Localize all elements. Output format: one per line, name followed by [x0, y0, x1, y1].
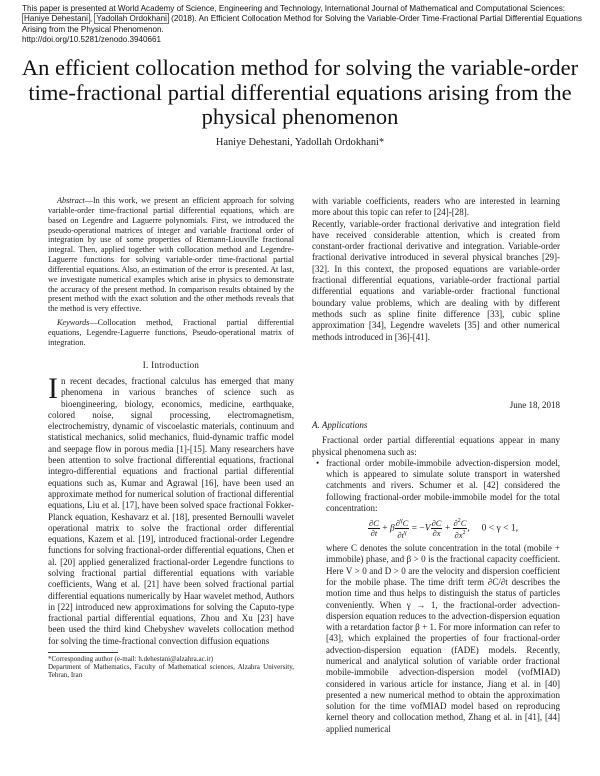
keywords-text: —Collocation method, Fractional partial differential equations, Legendre-Laguerre functions, Pseudo-operational matrix of integration. — [48, 318, 294, 347]
drop-cap: I — [48, 371, 58, 405]
keywords-label: Keywords — [57, 318, 90, 328]
applications-list — [312, 458, 560, 735]
citation-text: This paper is presented at World Academy of Science, Engineering and Technology, International Journal of Mathematical and Computational Sciences: — [22, 4, 566, 13]
paper-title: An efficient collocation method for solving the variable-order time-fractional partial differential equations arising from the physical phenomenon — [21, 55, 579, 129]
citation-author-link-1[interactable]: Haniye Dehestani — [24, 14, 88, 24]
right-paragraph-1: with variable coefficients, readers who are interested in learning more about this topic can refer to [24]-[28]. — [312, 196, 560, 218]
footnote-divider — [48, 652, 118, 653]
keywords — [48, 318, 294, 348]
abstract — [48, 196, 294, 314]
paper-date: June 18, 2018 — [509, 400, 560, 410]
abstract-text: —In this work, we present an efficient approach for solving variable-order time-fractional partial differential equations, which are based on Legendre and Laguerre polynomials. First, we introduced the pseudo-operational matrices of integer and variable fractional order of integration by use of some properties of Riemann-Liouville fractional integral. Then, applied together with collocation method and Legendre-Laguerre functions for solving variable-order time-fractional partial differential equations. Also, an estimation of the error is presented. At last, we investigate numerical examples which arise in physics to demonstrate the accuracy of the present method. In comparison results obtained by the present method with the exact solution and the other methods reveals that the method is very effective. — [48, 196, 294, 314]
subsection-heading-applications: A. Applications — [312, 420, 368, 430]
section-heading-introduction: I. Introduction — [142, 359, 200, 370]
right-column — [312, 196, 560, 343]
right-paragraph-2: Recently, variable-order fractional derivative and integration field have received considerable attention, which is created from constant-order fractional derivative and integration. Variable-order fractional derivative introduced in several physical branches [29]-[32]. In this context, the proposed equations are variable-order fractional differential equations, variable-order fractional partial differential equations and variable-order fractional functional boundary value problems, which are dealing with by different methods such as spline finite difference [33], cubic spline approximation [34], Legendre wavelets [35] and other numerical methods introduced in [36]-[41]. — [312, 218, 560, 342]
applications-section — [312, 420, 560, 735]
list-item — [326, 458, 560, 735]
bullet-text-b: where C denotes the solute concentration in the total (mobile + immobile) phase, and β > 0 is the fractional capacity coefficient. Here V > 0 and D > 0 are the velocity and dispersion coefficient for the mobile phase. The time drift term ∂C/∂t describes the motion time and thus helps to distinguish the status of particles conveniently. When γ → 1, the fractional-order advection-dispersion equation reduces to the advection-dispersion equation with a retardation factor β + 1. For more information can refer to [43], which explained the properties of four fractional-order advection-dispersion equation (fADE) models. Recently, numerical and analytical solution of variable order fractional mobile-immobile advection-dispersion model (vofMIAD) considered in various article for instance, Jiang et al. in [40] presented a new numerical method to obtain the approximation solution for the time vofMIAD model based on reproducing kernel theory and collocation method, Zhang et al. in [41], [44] applied numerical — [326, 543, 560, 734]
introduction-text: n recent decades, fractional calculus has emerged that many phenomena in various branches of science such as bioengineering, biology, economics, medicine, earthquake, colored noise, signal processing, electromagnetism, electrochemistry, dynamic of viscoelastic materials, continuum and statistical mechanics, solid mechanics, fluid-dynamic traffic model and seepage flow in porous media [1]-[15]. Many researchers have been attention to solve fractional differential equations, fractional integro-differential equations and fractional partial differential equations such as, Kumar and Agrawal [16], have been used an approximate method for numerical solution of fractional differential equations, Liu et al. [17], have been solved space fractional Fokker-Planck equation, Keshavarz et al. [18], presented Bernoulli wavelet operational matrix to solve the fractional order differential equations, Kazem et al. [19], introduced fractional-order Legendre functions for solving fractional-order differential equations, Chen et al. [20] applied generalized fractional-order Legendre functions to solving fractional partial differential equations with variable coefficients, Wang et al. [21] have been solved fractional partial differential equations numerically by Haar wavelet method, Authors in [22] introduced new approximations for solving the Caputo-type fractional partial differential equations, Zhou and Xu [23] have been used the third kind Chebyshev wavelets collocation method for solving the time-fractional convection diffusion equations — [48, 375, 294, 646]
paper-authors: Haniye Dehestani, Yadollah Ordokhani* — [215, 137, 385, 148]
equation-condition: 0 < γ < 1, — [481, 523, 518, 534]
bullet-text-a: fractional order mobile-immobile advection-dispersion model, which is appeared to simulate solute transport in watershed catchments and rivers. Schumer et al. [42] considered the following fractional-order mobile-immobile model for the total concentration: — [326, 457, 560, 514]
footnote-affiliation: Department of Mathematics, Faculty of Mathematical sciences, Alzahra University, Tehran, Iran — [48, 663, 294, 680]
citation-author-link-2[interactable]: Yadollah Ordokhani — [96, 14, 167, 24]
citation-header: This paper is presented at World Academy of Science, Engineering and Technology, International Journal of Mathematical and Computational Sciences: Haniye Dehestani , Yadollah Ordokhani (2018). An Efficient Collocation Method for Solving the Variable-Order Time-Fractional Partial Differential Equations Arising from the Physical Phenomenon. http://doi.org/10.5281/zenodo.3940661 — [22, 4, 582, 45]
applications-intro: Fractional order partial differential equations appear in many physical phenomena such as: — [312, 435, 560, 457]
left-column — [48, 196, 294, 680]
introduction-paragraph — [48, 371, 294, 647]
abstract-label: Abstract — [57, 196, 85, 205]
doi-link[interactable]: http://doi.org/10.5281/zenodo.3940661 — [22, 35, 162, 45]
equation-mobile-immobile: $\frac{\partial C}{\partial t}$ + β $\frac{\partial^\gamma C}{\partial t^\gamma}$ = −V $\frac{\partial C}{\partial x}$ + $\frac{\partial^2C}{\partial x^2}$ , 0 < γ < 1, — [369, 518, 518, 541]
footnote-corresponding: *Corresponding author (e-mail: h.dehestani@alzahra.ac.ir) — [48, 655, 214, 664]
citation-text-2: (2018). An Efficient Collocation Method for Solving the Variable-Order Time-Fractional Partial Differential Equations Arising from the Physical Phenomenon. — [22, 14, 582, 34]
